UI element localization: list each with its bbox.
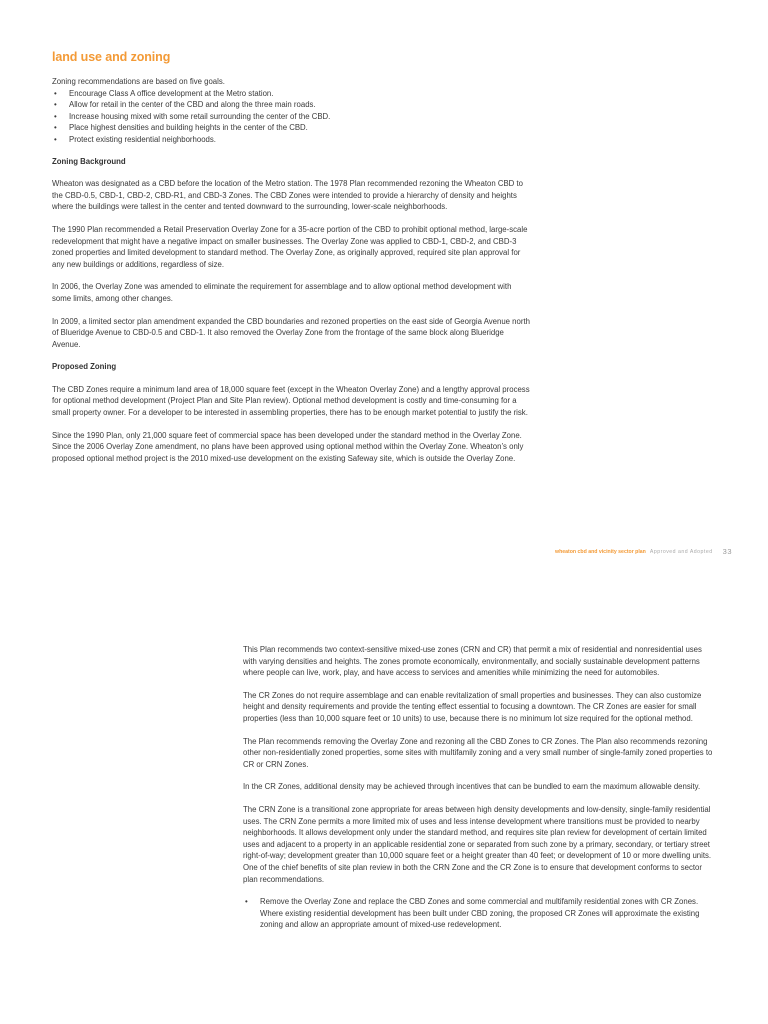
goal-item: • Place highest densities and building heights in the center of the CBD.	[52, 122, 532, 134]
background-paragraph: The 1990 Plan recommended a Retail Preservation Overlay Zone for a 35-acre portion of the CBD to prohibit optional method, large-scale redevelopment that might have a negative impact on smaller businesses. The Overlay Zone was applied to CBD-1, CBD-2, and CBD-3 zoned properties and limited development to standard method. The Overlay Zone, as originally approved, required site plan approval for any new buildings or additions, regardless of size.	[52, 224, 528, 269]
goals-intro: Zoning recommendations are based on five goals.	[52, 77, 225, 86]
recommendation-item: • Remove the Overlay Zone and replace the CBD Zones and some commercial and multifamily residential zones with CR Zones. Where existing residential development has been built under CBD zoning, the proposed CR Zones will approximate the existing zoning and allow an appropriate amount of mixed-use redevelopment.	[243, 896, 715, 931]
footer-plan-name: wheaton cbd and vicinity sector plan	[555, 548, 646, 555]
proposed-paragraph: Since the 1990 Plan, only 21,000 square feet of commercial space has been developed under the standard method in the Overlay Zone. Since the 2006 Overlay Zone amendment, no plans have been approved using optional method within the Overlay Zone. Wheaton’s only proposed optional method project is the 2010 mixed-use development on the existing Safeway site, which is outside the Overlay Zone.	[52, 430, 524, 463]
zoning-background-heading: Zoning Background	[52, 156, 126, 166]
background-paragraph: Wheaton was designated as a CBD before the location of the Metro station. The 1978 Plan recommended rezoning the Wheaton CBD to the CBD-0.5, CBD-1, CBD-2, CBD-R1, and CBD-3 Zones. The CBD Zones were intended to provide a hierarchy of density and heights where the buildings were tallest in the center and tented downward to the surrounding, lower-scale neighborhoods.	[52, 179, 523, 212]
recommendation-list	[243, 896, 715, 931]
body-paragraph: In the CR Zones, additional density may be achieved through incentives that can be bundled to earn the maximum allowable density.	[243, 782, 701, 792]
page-footer	[555, 547, 732, 556]
page-number: 33	[722, 547, 732, 556]
left-column	[52, 76, 532, 475]
body-paragraph: The CRN Zone is a transitional zone appropriate for areas between high density developments and low-density, single-family residential uses. The CRN Zone permits a more limited mix of uses and less intense development where transitions must be provided to nearby neighborhoods. It allows development only under the standard method, and requires site plan review for development of certain limited uses and adjacent to a property in an applicable residential zone or separated from such zone by a primary, secondary, or tertiary street right-of-way; development greater than 10,000 square feet or a height greater than 40 feet; or development of 10 or more dwelling units. One of the chief benefits of site plan review in both the CRN Zone and the CR Zone is to ensure that development conforms to sector plan recommendations.	[243, 804, 712, 884]
right-column	[243, 644, 715, 941]
section-title: land use and zoning	[52, 50, 171, 64]
goal-item: • Protect existing residential neighborhoods.	[52, 134, 532, 146]
proposed-zoning-heading: Proposed Zoning	[52, 362, 117, 372]
goal-item: • Allow for retail in the center of the CBD and along the three main roads.	[52, 99, 532, 111]
goals-list	[52, 88, 532, 146]
background-paragraph: In 2006, the Overlay Zone was amended to eliminate the requirement for assemblage and to allow optional method development with some limits, among other changes.	[52, 282, 512, 303]
body-paragraph: This Plan recommends two context-sensitive mixed-use zones (CRN and CR) that permit a mix of residential and nonresidential uses with varying densities and heights. The zones promote economically, environmentally, and socially sustainable development patterns where people can live, work, play, and have access to services and amenities while minimizing the need for automobiles.	[243, 645, 702, 678]
goal-item: • Encourage Class A office development at the Metro station.	[52, 88, 532, 100]
background-paragraph: In 2009, a limited sector plan amendment expanded the CBD boundaries and rezoned properties on the east side of Georgia Avenue north of Blueridge Avenue to CBD-0.5 and CBD-1. It also removed the Overlay Zone from the frontage of the same block along Blueridge Avenue.	[52, 316, 530, 349]
proposed-paragraph: The CBD Zones require a minimum land area of 18,000 square feet (except in the Wheaton Overlay Zone) and a lengthy approval process for optional method development (Project Plan and Site Plan review). Optional method development is costly and time-consuming for a small property owner. For a developer to be interested in assembling properties, there has to be enough market potential to justify the risk.	[52, 384, 530, 418]
footer-status: Approved and Adopted	[649, 548, 713, 555]
body-paragraph: The Plan recommends removing the Overlay Zone and rezoning all the CBD Zones to CR Zones. The Plan also recommends rezoning other non-residentially zoned properties, some sites with multifamily zoning and a very small number of single-family zoned properties to CR or CRN Zones.	[243, 736, 713, 769]
goal-item: • Increase housing mixed with some retail surrounding the center of the CBD.	[52, 111, 532, 123]
body-paragraph: The CR Zones do not require assemblage and can enable revitalization of small properties and businesses. They can also customize height and density requirements and provide the tenting effect essential to focusing a downtown. The CR Zones are easier for small properties (less than 10,000 square feet or 10 units) to use, because there is no minimum lot size required for the optional method.	[243, 690, 702, 723]
